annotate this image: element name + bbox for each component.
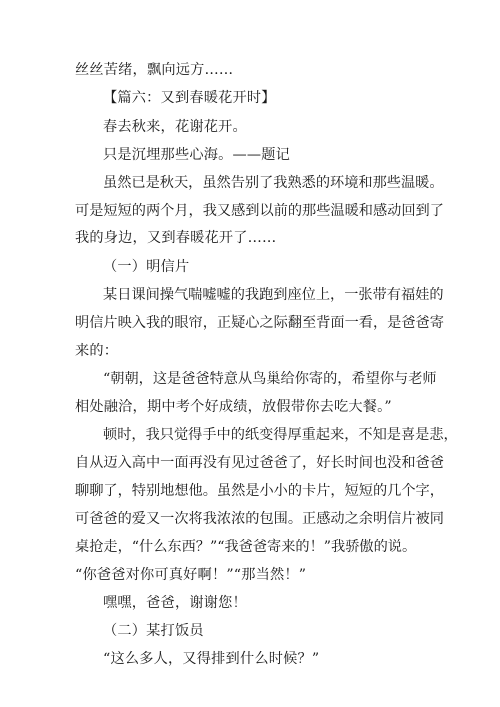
text-line: “这么多人，又得排到什么时候？” — [103, 651, 320, 667]
text-line: “朝朝，这是爸爸特意从鸟巢给你寄的，希望你与老师 — [103, 371, 437, 387]
text-line: 相处融洽，期中考个好成绩，放假带你去吃大餐。” — [75, 399, 392, 415]
text-line: “你爸爸对你可真好啊！”“那当然！” — [75, 567, 307, 583]
text-line: 丝丝苦绪，飘向远方…… — [75, 62, 234, 78]
text-line: 聊聊了，特别地想他。虽然是小小的卡片，短短的几个字， — [75, 483, 444, 499]
text-line: 春去秋来，花谢花开。 — [103, 119, 247, 135]
subsection-heading: （一）明信片 — [103, 259, 190, 275]
text-line: 只是沉埋那些心海。——题记 — [103, 147, 291, 163]
text-line: 来的： — [75, 343, 119, 359]
text-line: 自从迈入高中一面再没有见过爸爸了，好长时间也没和爸爸 — [75, 455, 444, 471]
text-line: 嘿嘿，爸爸，谢谢您！ — [103, 595, 247, 611]
text-line: 顿时，我只觉得手中的纸变得厚重起来，不知是喜是悲， — [103, 427, 458, 443]
text-line: 某日课间操气喘嘘嘘的我跑到座位上，一张带有福娃的 — [103, 287, 444, 303]
text-line: 可爸爸的爱又一次将我浓浓的包围。正感动之余明信片被同 — [75, 511, 444, 527]
section-heading: 【篇六：又到春暖花开时】 — [103, 90, 276, 106]
text-line: 虽然已是秋天，虽然告别了我熟悉的环境和那些温暖。 — [103, 175, 444, 191]
text-line: 桌抢走，“什么东西？”“我爸爸寄来的！”我骄傲的说。 — [75, 539, 417, 555]
subsection-heading: （二）某打饭员 — [103, 623, 204, 639]
text-line: 我的身边，又到春暖花开了…… — [75, 230, 277, 246]
text-line: 明信片映入我的眼帘，正疑心之际翻至背面一看，是爸爸寄 — [75, 315, 444, 331]
text-line: 可是短短的两个月，我又感到以前的那些温暖和感动回到了 — [75, 203, 444, 219]
